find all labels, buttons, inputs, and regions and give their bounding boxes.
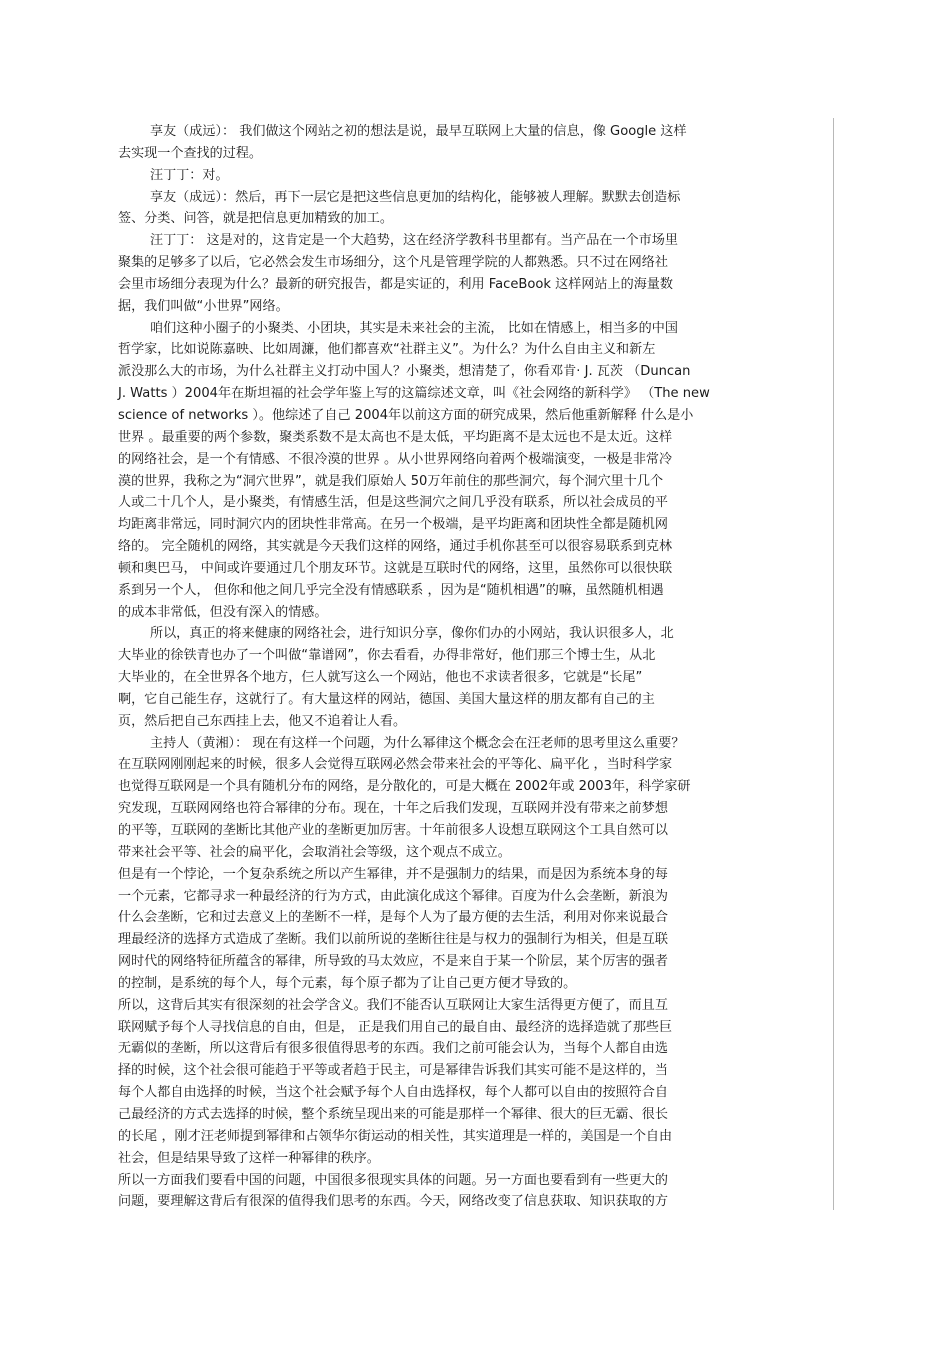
text-line: 究发现，互联网网络也符合幂律的分布。现在，十年之后我们发现，互联网并没有带来之前梦想 [118, 801, 668, 817]
text-line: 签、分类、问答，就是把信息更加精致的加工。 [118, 211, 393, 227]
text-line: 会里市场细分表现为什么？最新的研究报告，都是实证的，利用 FaceBook 这样网站上的海量数 [118, 276, 673, 292]
text-line: 人或二十几个人，是小聚类，有情感生活，但是这些洞穴之间几乎没有联系，所以社会成员的平 [118, 495, 668, 511]
text-line: 聚集的足够多了以后，它必然会发生市场细分，这个凡是管理学院的人都熟悉。只不过在网络社 [118, 255, 668, 271]
text-line: 哲学家，比如说陈嘉映、比如周濂，他们都喜欢“社群主义”。为什么？为什么自由主义和新左 [118, 342, 656, 358]
text-line: 己最经济的方式去选择的时候，整个系统呈现出来的可能是那样一个幂律、很大的巨无霸、很长 [118, 1106, 668, 1122]
text-line: 系到另一个人， 但你和他之间几乎完全没有情感联系 ，因为是“随机相遇”的嘛，虽然随机相遇 [118, 582, 664, 598]
text-line: 在互联网刚刚起来的时候，很多人会觉得互联网必然会带来社会的平等化、扁平化 ，当时科学家 [118, 757, 673, 773]
text-line: 享友（成远）： 我们做这个网站之初的想法是说，最早互联网上大量的信息，像 Google 这样 [150, 124, 687, 139]
text-line: 但是有一个悖论，一个复杂系统之所以产生幂律，并不是强制力的结果，而是因为系统本身的每 [118, 866, 668, 882]
text-line: 漠的世界，我称之为“洞穴世界”，就是我们原始人 50万年前住的那些洞穴，每个洞穴里十几个 [118, 473, 664, 489]
text-line: 问题，要理解这背后有很深的值得我们思考的东西。今天，网络改变了信息获取、知识获取的方 [118, 1194, 668, 1210]
text-line: 世界 。最重要的两个参数，聚类系数不是太高也不是太低，平均距离不是太远也不是太近。这样 [118, 429, 673, 445]
text-line: 主持人（黄湘）： 现在有这样一个问题，为什么幂律这个概念会在汪老师的思考里这么重要？ [150, 735, 685, 751]
text-line: 所以，真正的将来健康的网络社会，进行知识分享，像你们办的小网站，我认识很多人，北 [150, 626, 674, 642]
text-line: 一个元素，它都寻求一种最经济的行为方式，由此演化成这个幂律。百度为什么会垄断，新浪为 [118, 888, 668, 904]
text-line: 什么会垄断，它和过去意义上的垄断不一样，是每个人为了最方便的去生活，利用对你来说最合 [118, 910, 668, 926]
text-line: 咱们这种小圈子的小聚类、小团块，其实是未来社会的主流， 比如在情感上，相当多的中国 [150, 320, 678, 336]
text-line: 理最经济的选择方式造成了垄断。我们以前所说的垄断往往是与权力的强制行为相关，但是互联 [118, 932, 668, 948]
text-line: 顿和奥巴马， 中间或许要通过几个朋友环节。这就是互联时代的网络，这里，虽然你可以很快联 [118, 560, 673, 576]
text-line: 每个人都自由选择的时候，当这个社会赋予每个人自由选择权，每个人都可以自由的按照符合自 [118, 1085, 668, 1101]
text-line: 去实现一个查找的过程。 [118, 145, 263, 161]
text-line: 均距离非常远，同时洞穴内的团块性非常高。在另一个极端，是平均距离和团块性全都是随机网 [118, 517, 668, 533]
text-line: 无霸似的垄断，所以这背后有很多很值得思考的东西。我们之前可能会认为，当每个人都自由选 [118, 1041, 668, 1057]
text-line: 络的。 完全随机的网络，其实就是今天我们这样的网络，通过手机你甚至可以很容易联系到克林 [118, 539, 673, 555]
text-line: 社会，但是结果导致了这样一种幂律的秩序。 [118, 1150, 380, 1166]
text-line: 派没那么大的市场，为什么社群主义打动中国人？小聚类，想清楚了，你看邓肯· J. 瓦茨 （Duncan [118, 364, 691, 380]
text-line: 择的时候，这个社会很可能趋于平等或者趋于民主，可是幂律告诉我们其实可能不是这样的，当 [118, 1063, 668, 1079]
text-line: 汪丁丁： 这是对的，这肯定是一个大趋势，这在经济学教科书里都有。当产品在一个市场里 [150, 233, 678, 249]
text-line: 据，我们叫做“小世界”网络。 [118, 298, 289, 314]
text-line: 页，然后把自己东西挂上去，他又不追着让人看。 [118, 713, 407, 729]
text-line: 啊，它自己能生存，这就行了。有大量这样的网站，德国、美国大量这样的朋友都有自己的主 [118, 691, 655, 707]
text-line: J. Watts ）2004年在斯坦福的社会学年鉴上写的这篇综述文章，叫《社会网络的新科学》 （The new [118, 386, 710, 402]
document-body [118, 121, 838, 1213]
text-line: 大毕业的徐铁青也办了一个叫做“靠谱网”，你去看看，办得非常好，他们那三个博士生，从北 [118, 648, 656, 664]
text-line: 的网络社会，是一个有情感、不很冷漠的世界 。从小世界网络向着两个极端演变，一极是非常冷 [118, 451, 673, 467]
text-line: 享友（成远）：然后，再下一层它是把这些信息更加的结构化，能够被人理解。默默去创造标 [150, 189, 681, 205]
text-line: 联网赋予每个人寻找信息的自由，但是， 正是我们用自己的最自由、最经济的选择造就了那些巨 [118, 1019, 673, 1035]
text-line: 的长尾 ，刚才汪老师提到幂律和占领华尔街运动的相关性，其实道理是一样的，美国是一个自由 [118, 1128, 673, 1144]
text-line: 带来社会平等、社会的扁平化，会取消社会等级，这个观点不成立。 [118, 844, 511, 860]
text-line: 所以一方面我们要看中国的问题，中国很多很现实具体的问题。另一方面也要看到有一些更大的 [118, 1172, 668, 1188]
text-line: science of networks ）。他综述了自己 2004年以前这方面的研究成果，然后他重新解释 什么是小 [118, 407, 694, 423]
text-line: 的成本非常低，但没有深入的情感。 [118, 604, 328, 620]
text-line: 大毕业的，在全世界各个地方，仨人就写这么一个网站，他也不求读者很多，它就是“长尾” [118, 670, 643, 686]
text-line: 的平等，互联网的垄断比其他产业的垄断更加厉害。十年前很多人设想互联网这个工具自然可以 [118, 823, 668, 838]
text-line: 网时代的网络特征所蕴含的幂律，所导致的马太效应，不是来自于某一个阶层，某个厉害的强者 [118, 954, 668, 970]
text-line: 也觉得互联网是一个具有随机分布的网络，是分散化的，可是大概在 2002年或 2003年，科学家研 [118, 779, 691, 795]
text-line: 汪丁丁：对。 [150, 167, 229, 183]
text-line: 所以，这背后其实有很深刻的社会学含义。我们不能否认互联网让大家生活得更方便了，而且互 [118, 997, 668, 1013]
text-line: 的控制，是系统的每个人，每个元素，每个原子都为了让自己更方便才导致的。 [118, 975, 577, 991]
